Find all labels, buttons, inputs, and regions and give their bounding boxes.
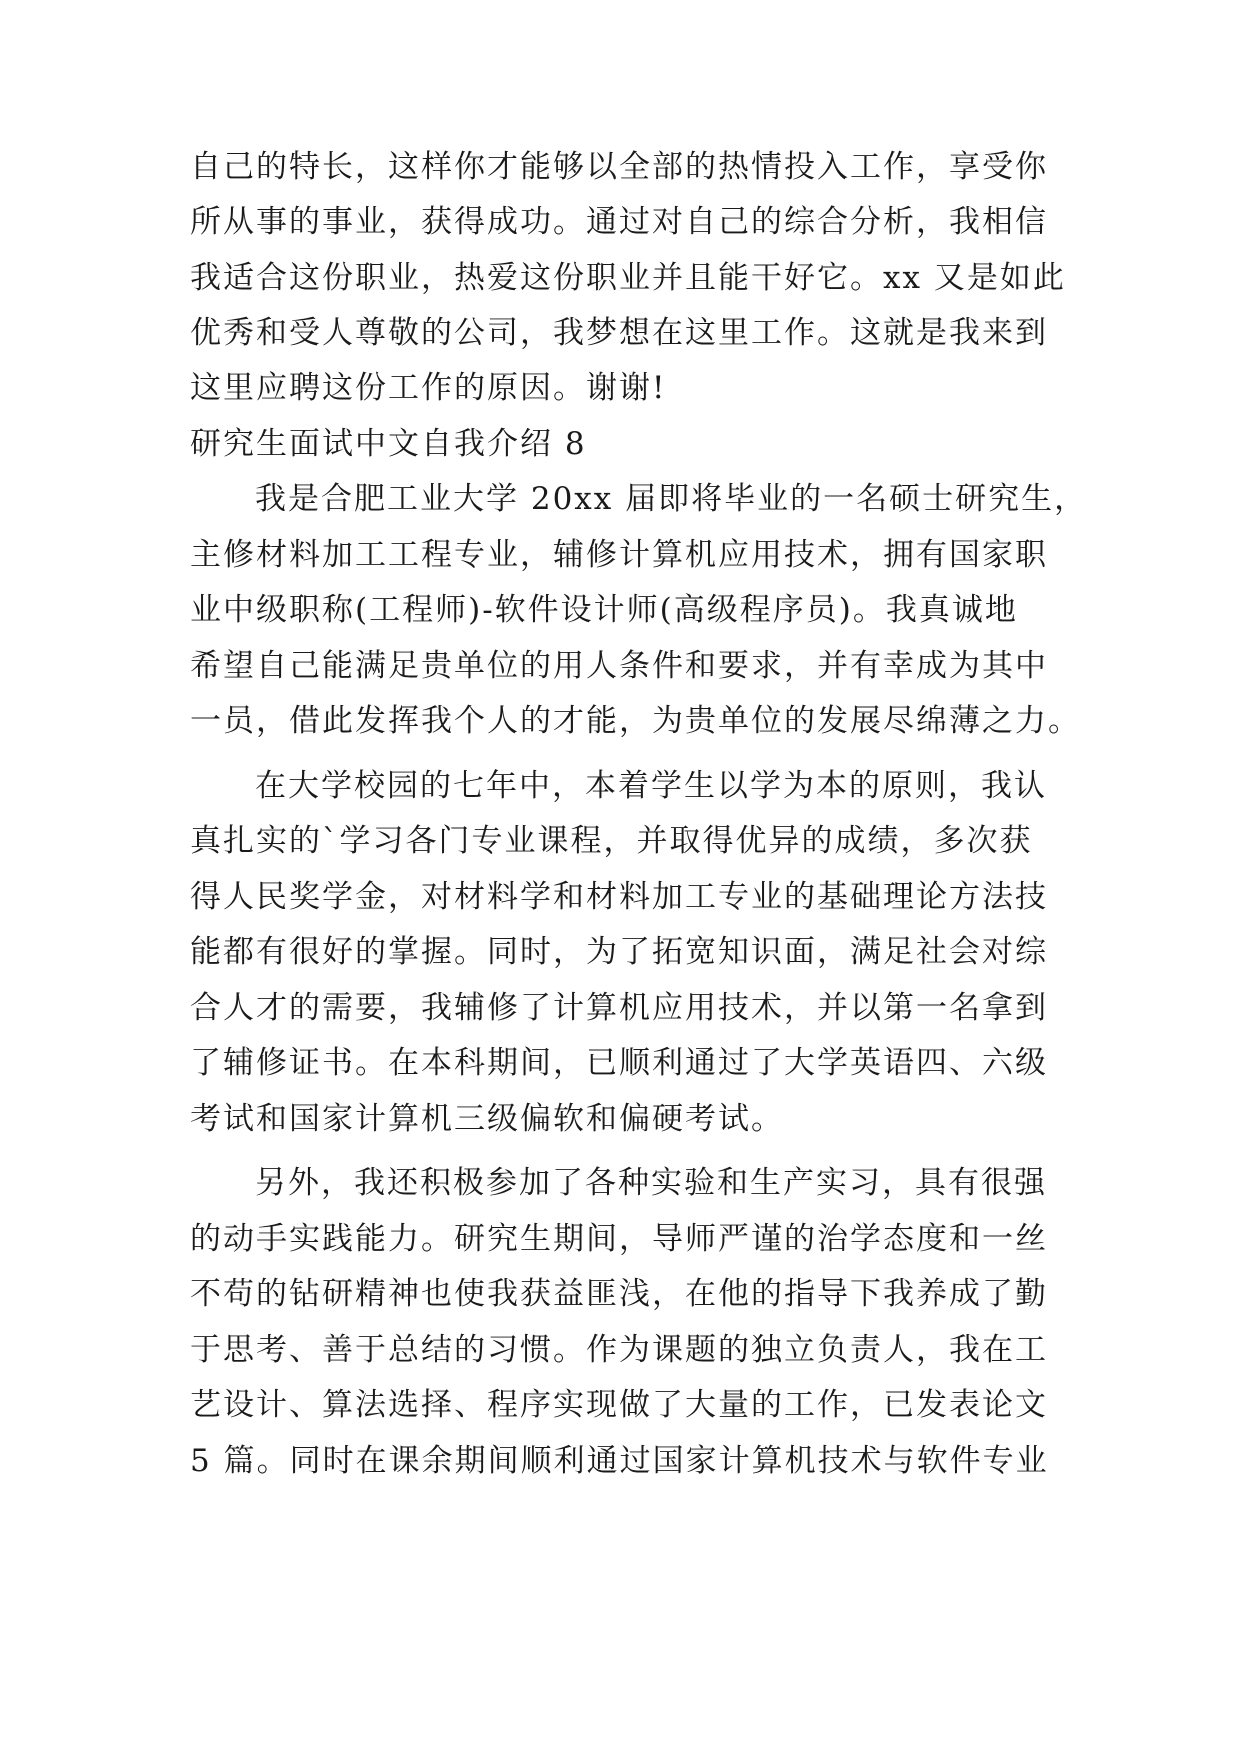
paragraph-line: 了辅修证书。在本科期间，已顺利通过了大学英语四、六级 (190, 1045, 1048, 1081)
paragraph-line: 我是合肥工业大学 20xx 届即将毕业的一名硕士研究生， (255, 481, 1088, 517)
paragraph-line: 艺设计、算法选择、程序实现做了大量的工作，已发表论文 (190, 1387, 1048, 1423)
paragraph-line: 得人民奖学金，对材料学和材料加工专业的基础理论方法技 (190, 879, 1048, 915)
paragraph-line: 自己的特长，这样你才能够以全部的热情投入工作，享受你 (190, 149, 1048, 185)
paragraph-line: 真扎实的`学习各门专业课程，并取得优异的成绩，多次获 (190, 823, 1033, 859)
paragraph-line: 不苟的钻研精神也使我获益匪浅，在他的指导下我养成了勤 (190, 1276, 1048, 1312)
paragraph-line: 希望自己能满足贵单位的用人条件和要求，并有幸成为其中 (190, 648, 1048, 684)
paragraph-line: 5 篇。同时在课余期间顺利通过国家计算机技术与软件专业 (190, 1443, 1049, 1479)
paragraph-line: 的动手实践能力。研究生期间，导师严谨的治学态度和一丝 (190, 1221, 1048, 1257)
paragraph-line: 所从事的事业，获得成功。通过对自己的综合分析，我相信 (190, 204, 1048, 240)
paragraph-line: 考试和国家计算机三级偏软和偏硬考试。 (190, 1101, 784, 1137)
paragraph-line: 业中级职称(工程师)-软件设计师(高级程序员)。我真诚地 (190, 592, 1018, 628)
paragraph-line: 这里应聘这份工作的原因。谢谢! (190, 370, 667, 406)
section-heading: 研究生面试中文自我介绍 8 (190, 426, 587, 462)
paragraph-line: 合人才的需要，我辅修了计算机应用技术，并以第一名拿到 (190, 990, 1048, 1026)
paragraph-line: 在大学校园的七年中，本着学生以学为本的原则，我认 (255, 768, 1047, 804)
paragraph-line: 优秀和受人尊敬的公司，我梦想在这里工作。这就是我来到 (190, 315, 1048, 351)
paragraph-line: 我适合这份职业，热爱这份职业并且能干好它。xx 又是如此 (190, 260, 1066, 296)
paragraph-line: 主修材料加工工程专业，辅修计算机应用技术，拥有国家职 (190, 537, 1048, 573)
paragraph-line: 另外，我还积极参加了各种实验和生产实习，具有很强 (255, 1165, 1047, 1201)
paragraph-line: 能都有很好的掌握。同时，为了拓宽知识面，满足社会对综 (190, 934, 1048, 970)
paragraph-line: 一员，借此发挥我个人的才能，为贵单位的发展尽绵薄之力。 (190, 703, 1081, 739)
paragraph-line: 于思考、善于总结的习惯。作为课题的独立负责人，我在工 (190, 1332, 1048, 1368)
